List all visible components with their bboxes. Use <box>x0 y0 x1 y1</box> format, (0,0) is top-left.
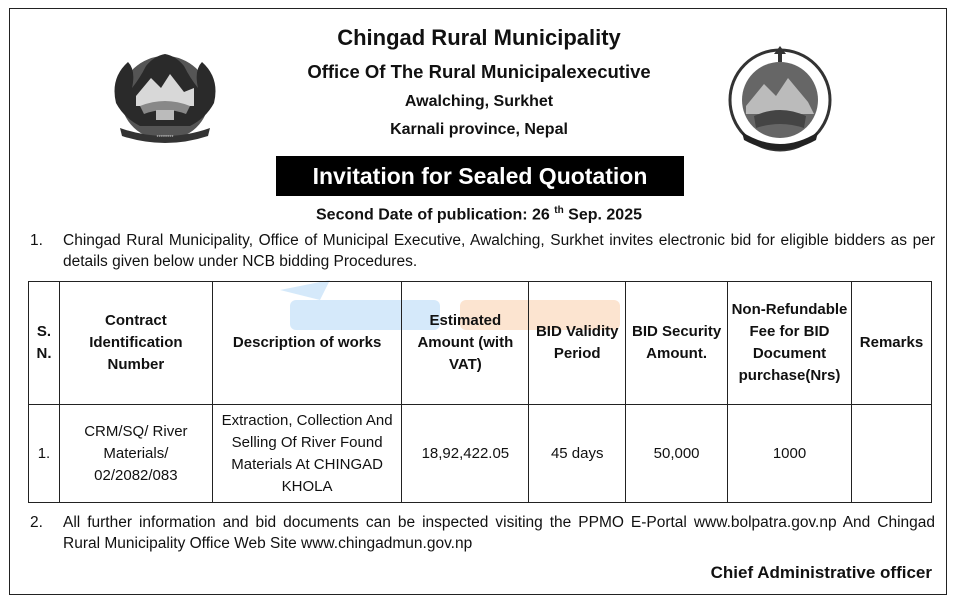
paragraph-number: 1. <box>30 232 43 249</box>
org-name: Chingad Rural Municipality <box>337 25 621 50</box>
office-name: Office Of The Rural Municipalexecutive <box>307 61 651 82</box>
col-header: Non-Refundable Fee for BID Document purchase(Nrs) <box>728 282 852 405</box>
col-header: Description of works <box>212 282 402 405</box>
cell-amount: 18,92,422.05 <box>402 405 529 503</box>
paragraph-2 <box>30 512 935 554</box>
cell-remarks <box>851 405 931 503</box>
table-row <box>29 405 932 503</box>
signatory: Chief Administrative officer <box>710 563 932 582</box>
paragraph-1 <box>30 230 935 272</box>
cell-validity: 45 days <box>529 405 626 503</box>
svg-text:॰॰॰॰॰॰॰॰: ॰॰॰॰॰॰॰॰ <box>156 134 174 140</box>
col-header: Remarks <box>851 282 931 405</box>
address: Awalching, Surkhet <box>404 93 554 110</box>
col-header: Contract Identification Number <box>59 282 212 405</box>
notice-title: Invitation for Sealed Quotation <box>312 162 648 189</box>
col-header: Estimated Amount (with VAT) <box>402 282 529 405</box>
pub-date-sup: th <box>554 205 564 216</box>
cell-sn: 1. <box>29 405 60 503</box>
cell-security: 50,000 <box>626 405 728 503</box>
col-header: BID Validity Period <box>529 282 626 405</box>
province: Karnali province, Nepal <box>390 121 568 138</box>
col-header: S. N. <box>29 282 60 405</box>
cell-fee: 1000 <box>728 405 852 503</box>
pub-date-suffix: Sep. 2025 <box>563 206 642 224</box>
paragraph-number: 2. <box>30 514 43 531</box>
cell-description: Extraction, Collection And Selling Of River Found Materials At CHINGAD KHOLA <box>212 405 402 503</box>
notice-title-banner <box>276 156 684 196</box>
cell-contract-id: CRM/SQ/ River Materials/ 02/2082/083 <box>59 405 212 503</box>
col-header: BID Security Amount. <box>626 282 728 405</box>
publication-date <box>0 205 958 224</box>
table-header-row <box>29 282 932 405</box>
paragraph-text: All further information and bid documents can be inspected visiting the PPMO E-Portal www.bolpatra.gov.np And Chingad Rural Municipality Office Web Site www.chingadmun.gov.np <box>63 514 935 552</box>
bid-table <box>28 281 932 503</box>
pub-date-prefix: Second Date of publication: 26 <box>316 206 550 224</box>
paragraph-text: Chingad Rural Municipality, Office of Municipal Executive, Awalching, Surkhet invites electronic bid for eligible bidders as per details given below under NCB bidding Procedures. <box>63 232 935 270</box>
